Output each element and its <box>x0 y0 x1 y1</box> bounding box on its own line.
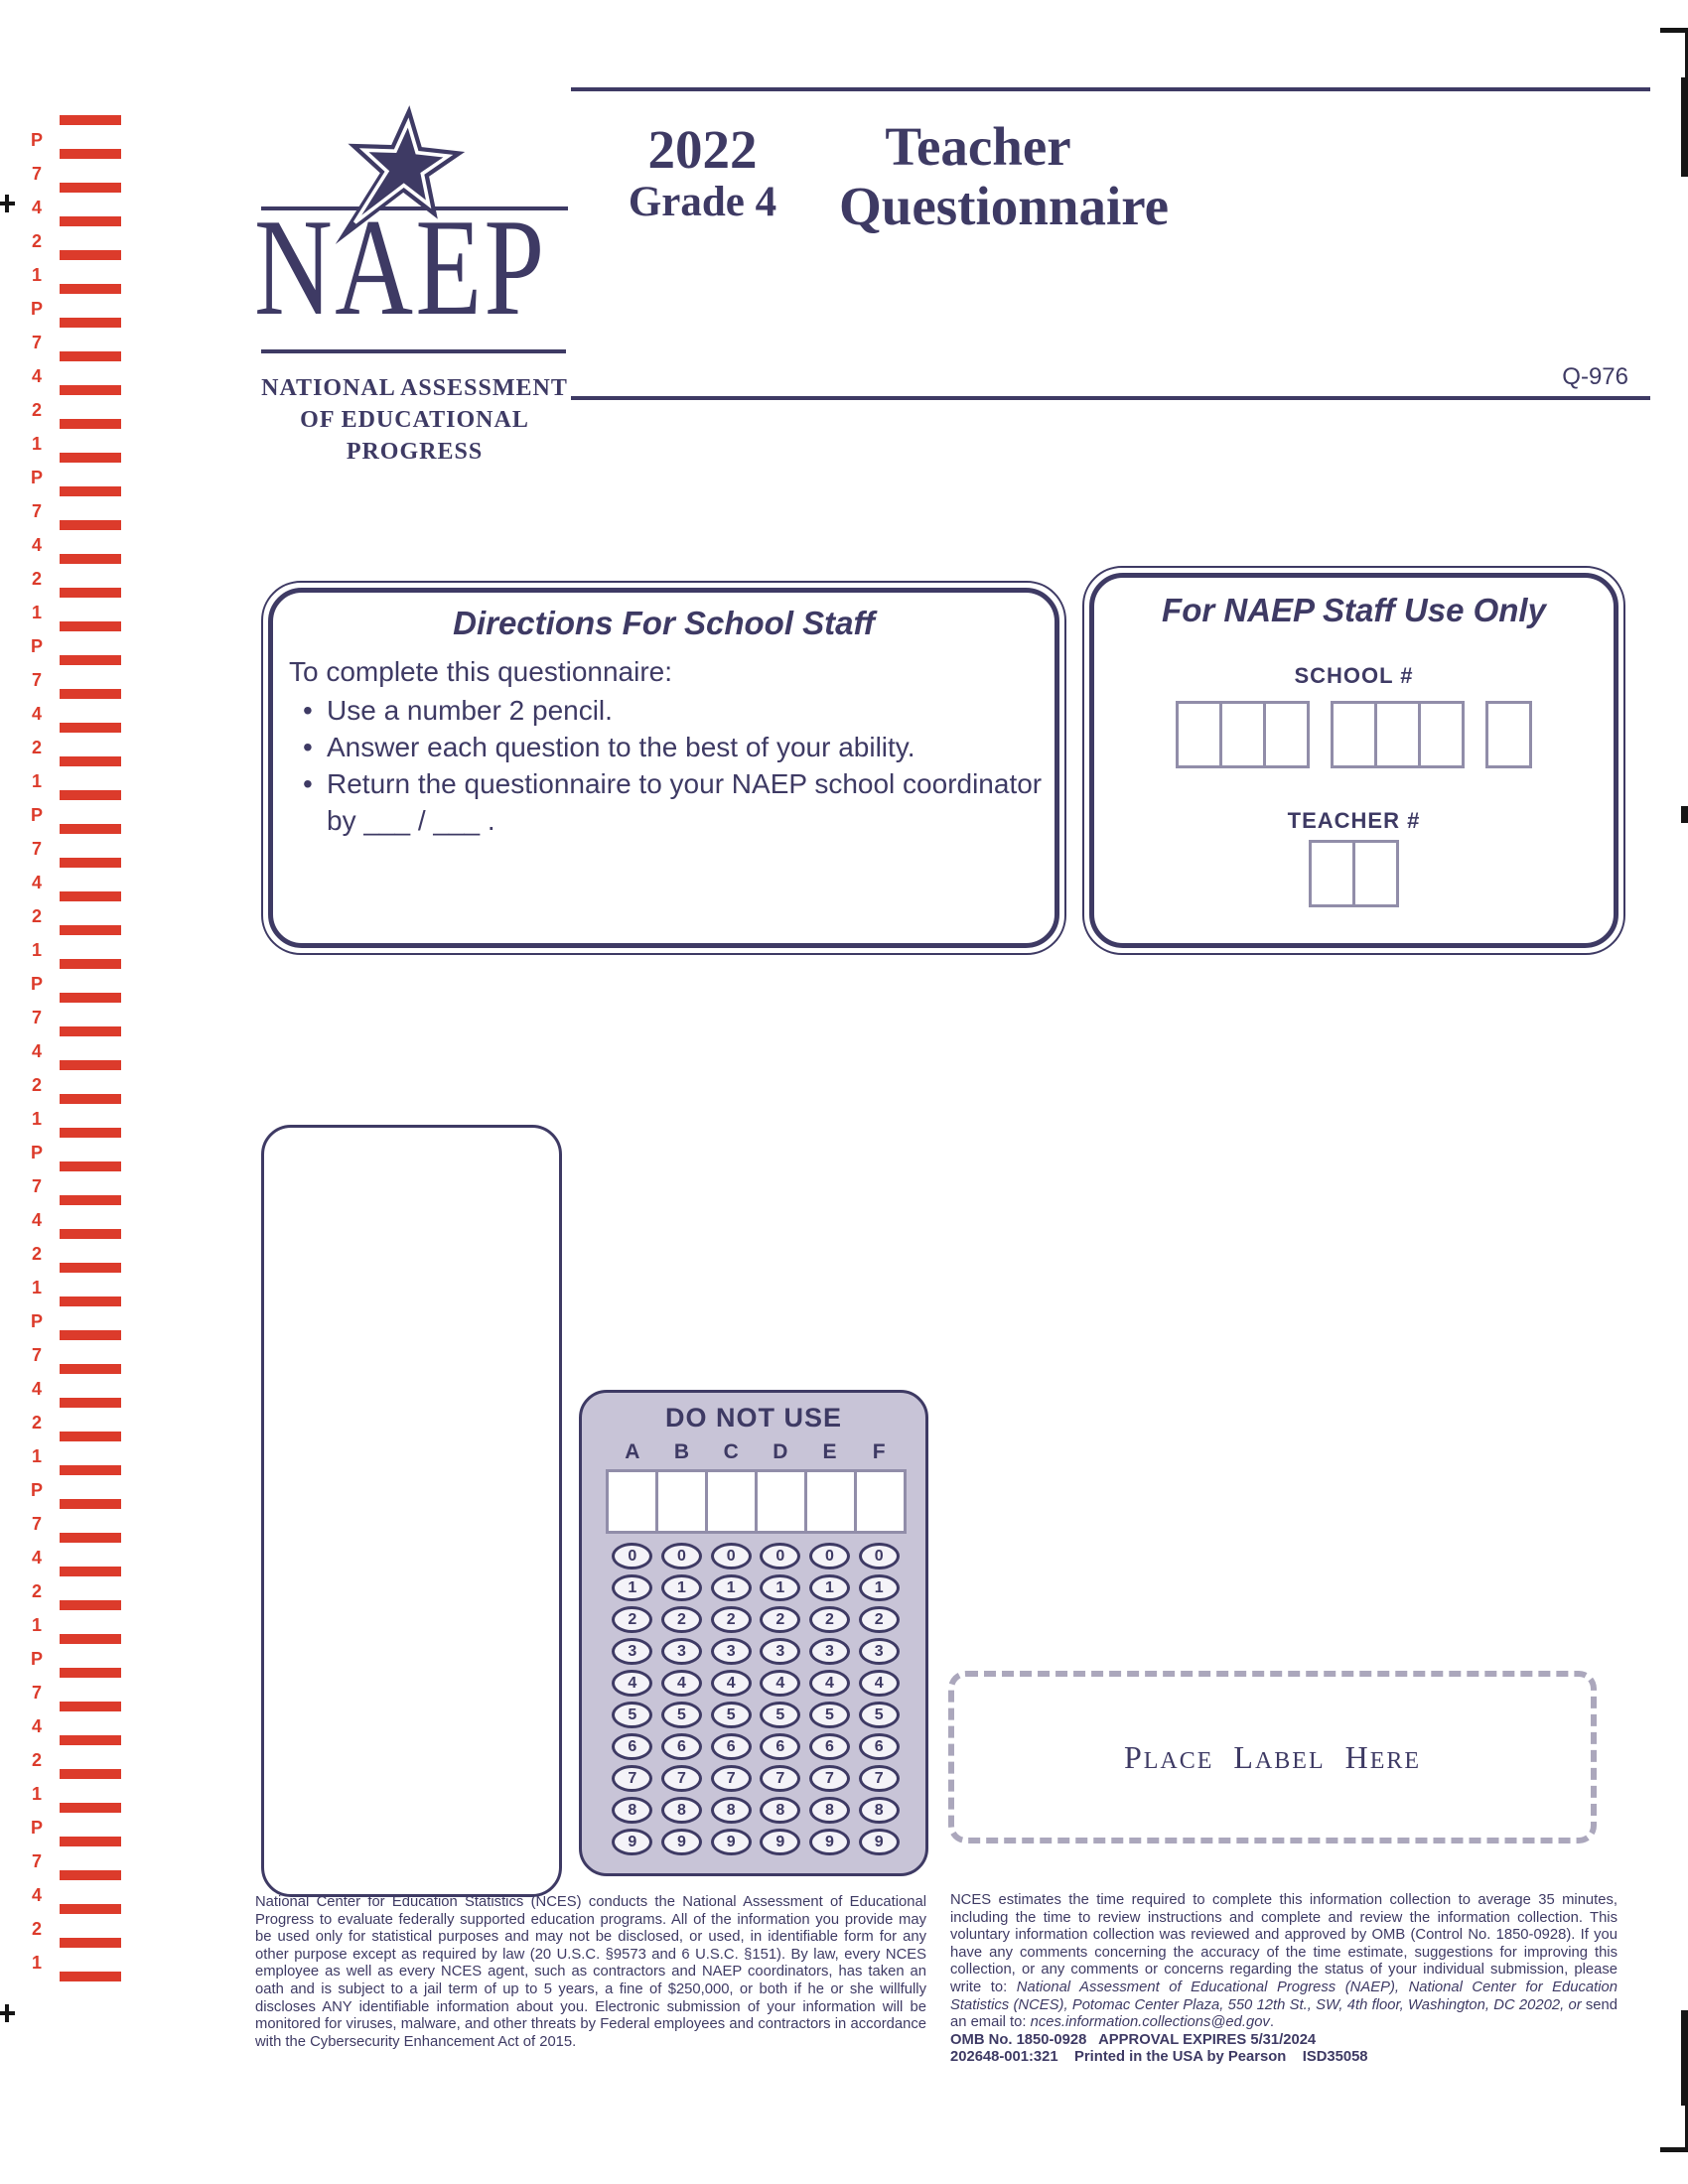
timing-letter: 7 <box>31 670 42 690</box>
digit-bubble[interactable]: 3 <box>760 1638 800 1665</box>
confidentiality-notice: National Center for Education Statistics (NCES) conducts the National Assessment of Educational Progress to evaluate federally supported education programs. All of the information you provide may be used only for statistical purposes and may not be disclosed, or used, in identifiable form for any other purpose except as required by law (20 U.S.C. §9573 and 6 U.S.C. §151). By law, every NCES employee as well as every NCES agent, such as contractors and NAEP coordinators, has taken an oath and is subject to a jail term of up to 5 years, a fine of $250,000, or both if he or she willfully discloses ANY identifiable information about you. Electronic submission of your information will be monitored for viruses, malware, and other threats by Federal employees and contractors in accordance with the Cybersecurity Enhancement Act of 2015. <box>255 1894 926 2050</box>
timing-dash <box>60 790 121 800</box>
digit-bubble[interactable]: 6 <box>760 1733 800 1760</box>
naep-star-icon <box>321 92 490 261</box>
timing-letter: 7 <box>31 1851 42 1871</box>
timing-letter: 7 <box>31 164 42 184</box>
digit-bubble[interactable]: 5 <box>859 1702 900 1728</box>
write-in-cell[interactable] <box>1176 701 1222 768</box>
timing-dash <box>60 1567 121 1576</box>
digit-bubble[interactable]: 7 <box>661 1765 702 1792</box>
digit-bubble[interactable]: 1 <box>661 1574 702 1601</box>
timing-dash <box>60 1735 121 1745</box>
timing-dash <box>60 1364 121 1374</box>
timing-dash <box>60 1330 121 1340</box>
crop-mark-left-bottom <box>5 2004 9 2022</box>
timing-letter: 7 <box>31 1514 42 1534</box>
timing-letter: 1 <box>31 265 42 285</box>
timing-letter: 7 <box>31 501 42 521</box>
timing-letter: 2 <box>31 400 42 420</box>
digit-bubble[interactable]: 0 <box>859 1543 900 1570</box>
registration-bar-bottom-right <box>1681 2010 1688 2106</box>
timing-letter: 7 <box>31 1345 42 1365</box>
timing-dash <box>60 723 121 733</box>
blank-response-box[interactable] <box>261 1125 562 1897</box>
digit-bubble[interactable]: 8 <box>809 1797 850 1824</box>
timing-letter: 7 <box>31 1008 42 1027</box>
place-label-word: HERE <box>1344 1738 1422 1775</box>
timing-dash <box>60 351 121 361</box>
timing-dash <box>60 1432 121 1441</box>
timing-dash <box>60 1398 121 1408</box>
timing-letter: P <box>30 1311 43 1331</box>
crop-mark-top-right <box>1660 28 1688 33</box>
place-label-word: LABEL <box>1233 1738 1326 1775</box>
timing-dash <box>60 993 121 1003</box>
header-main-title <box>839 116 1170 236</box>
column-letter: E <box>822 1440 837 1463</box>
timing-letter: 2 <box>31 906 42 926</box>
timing-dash <box>60 1094 121 1104</box>
timing-letter: P <box>30 1143 43 1162</box>
directions-box <box>261 581 1066 955</box>
digit-bubble[interactable]: 3 <box>859 1638 900 1665</box>
column-letter: B <box>673 1440 690 1463</box>
digit-bubble[interactable]: 2 <box>809 1606 850 1633</box>
logo-org-line: NATIONAL ASSESSMENT <box>261 375 568 401</box>
timing-dash <box>60 318 121 328</box>
digit-bubble[interactable]: 3 <box>711 1638 752 1665</box>
timing-dash <box>60 588 121 598</box>
questionnaire-title-line2: Questionnaire <box>839 176 1170 236</box>
timing-dash <box>60 1465 121 1475</box>
print-info-line: 202648-001:321 Printed in the USA by Pearson ISD35058 <box>950 2049 1368 2066</box>
burden-text: send an email to: <box>950 1996 1618 2031</box>
directions-title: Directions For School Staff <box>453 605 875 641</box>
write-in-cell[interactable] <box>804 1469 857 1534</box>
timing-dash <box>60 1870 121 1880</box>
timing-dash <box>60 216 121 226</box>
omb-approval-line: OMB No. 1850-0928 APPROVAL EXPIRES 5/31/2024 <box>950 2031 1317 2048</box>
school-number-label: SCHOOL # <box>1294 663 1414 688</box>
timing-letter: P <box>30 805 43 825</box>
directions-bullet: • Answer each question to the best of your ability. <box>303 729 1045 765</box>
write-in-cell[interactable] <box>1352 840 1399 907</box>
timing-dash <box>60 1634 121 1644</box>
digit-bubble[interactable]: 4 <box>760 1670 800 1697</box>
timing-letter: 4 <box>31 1548 42 1568</box>
place-label-box[interactable] <box>948 1671 1597 1843</box>
contact-email: nces.information.collections@ed.gov <box>1030 2014 1270 2031</box>
timing-letter: 1 <box>31 1615 42 1635</box>
timing-dash <box>60 858 121 868</box>
timing-dash <box>60 1769 121 1779</box>
timing-letter: 7 <box>31 839 42 859</box>
write-in-cell[interactable] <box>1331 701 1377 768</box>
timing-letter: 1 <box>31 434 42 454</box>
timing-dash <box>60 554 121 564</box>
questionnaire-title-line1: Teacher <box>885 116 1071 177</box>
timing-letter: 4 <box>31 535 42 555</box>
staff-use-box-inner <box>1089 573 1618 948</box>
digit-bubble[interactable]: 0 <box>661 1543 702 1570</box>
timing-letter: P <box>30 1818 43 1838</box>
write-in-cells-row <box>606 1469 907 1534</box>
digit-bubble[interactable]: 0 <box>612 1543 652 1570</box>
digit-bubble[interactable]: 8 <box>661 1797 702 1824</box>
digit-bubble[interactable]: 9 <box>760 1829 800 1855</box>
naep-address: National Assessment of Educational Progress (NAEP), National Center for Education Statistics (NCES), Potomac Center Plaza, 550 12th St., SW, 4th floor, Washington, DC 20202, or <box>950 1979 1618 2013</box>
grade-title: Grade 4 <box>628 179 777 225</box>
digit-bubble[interactable]: 6 <box>711 1733 752 1760</box>
column-letter: D <box>773 1440 788 1463</box>
digit-bubble[interactable]: 2 <box>612 1606 652 1633</box>
timing-dash <box>60 149 121 159</box>
timing-letter: 1 <box>31 1953 42 1973</box>
write-in-cell[interactable] <box>1263 701 1310 768</box>
timing-letter: 4 <box>31 704 42 724</box>
timing-letter: 2 <box>31 1919 42 1939</box>
digit-bubble[interactable]: 2 <box>711 1606 752 1633</box>
timing-letter: 7 <box>31 1683 42 1703</box>
digit-bubble[interactable]: 4 <box>612 1670 652 1697</box>
registration-bar-mid-right <box>1681 806 1688 823</box>
form-code: Q-976 <box>1562 363 1628 390</box>
digit-bubble[interactable]: 6 <box>809 1733 850 1760</box>
digit-bubble[interactable]: 7 <box>711 1765 752 1792</box>
digit-bubble-grid <box>608 1543 904 1855</box>
timing-letter: 2 <box>31 231 42 251</box>
digit-bubble[interactable]: 5 <box>661 1702 702 1728</box>
timing-letter: 2 <box>31 1750 42 1770</box>
timing-dash <box>60 1668 121 1678</box>
digit-bubble[interactable]: 3 <box>612 1638 652 1665</box>
place-label-word: PLACE <box>1123 1738 1214 1775</box>
directions-intro: To complete this questionnaire: <box>289 656 672 687</box>
digit-bubble[interactable]: 0 <box>809 1543 850 1570</box>
write-in-cell[interactable] <box>1219 701 1266 768</box>
year-title: 2022 <box>647 119 758 180</box>
do-not-use-panel <box>579 1390 928 1876</box>
timing-dash <box>60 183 121 193</box>
digit-bubble[interactable]: 5 <box>760 1702 800 1728</box>
timing-dash <box>60 1060 121 1070</box>
digit-bubble[interactable]: 0 <box>711 1543 752 1570</box>
timing-dash <box>60 1600 121 1610</box>
timing-letter: 2 <box>31 569 42 589</box>
digit-bubble[interactable]: 5 <box>612 1702 652 1728</box>
teacher-number-label: TEACHER # <box>1287 808 1421 833</box>
timing-dash <box>60 1533 121 1543</box>
digit-bubble[interactable]: 9 <box>661 1829 702 1855</box>
timing-letter: 7 <box>31 1176 42 1196</box>
omb-burden-notice <box>950 1892 1618 2067</box>
digit-bubble[interactable]: 4 <box>859 1670 900 1697</box>
digit-bubble[interactable]: 7 <box>859 1765 900 1792</box>
timing-dash <box>60 1702 121 1711</box>
timing-dash <box>60 824 121 834</box>
digit-bubble[interactable]: 9 <box>859 1829 900 1855</box>
digit-bubble[interactable]: 9 <box>809 1829 850 1855</box>
timing-dash <box>60 284 121 294</box>
school-number-cells <box>1094 701 1614 768</box>
column-letter: F <box>872 1440 886 1463</box>
digit-bubble[interactable]: 6 <box>661 1733 702 1760</box>
write-in-cell[interactable] <box>1485 701 1532 768</box>
digit-bubble[interactable]: 2 <box>661 1606 702 1633</box>
timing-dash <box>60 621 121 631</box>
column-letter: C <box>723 1440 739 1463</box>
timing-letter: 1 <box>31 1278 42 1297</box>
digit-bubble[interactable]: 6 <box>859 1733 900 1760</box>
timing-dash <box>60 520 121 530</box>
column-letter: A <box>625 1440 640 1463</box>
timing-dash <box>60 1161 121 1171</box>
directions-bullet: • Return the questionnaire to your NAEP school coordinator by ___ / ___ . <box>303 765 1045 839</box>
place-label-text <box>1117 1739 1428 1776</box>
write-in-cell[interactable] <box>705 1469 758 1534</box>
digit-bubble[interactable]: 3 <box>809 1638 850 1665</box>
timing-dash <box>60 655 121 665</box>
teacher-number-cells <box>1094 840 1614 907</box>
timing-dash <box>60 250 121 260</box>
do-not-use-title: DO NOT USE <box>664 1403 842 1433</box>
timing-dash <box>60 756 121 766</box>
staff-use-box <box>1082 566 1625 955</box>
digit-bubble[interactable]: 1 <box>809 1574 850 1601</box>
timing-letter: 4 <box>31 1210 42 1230</box>
directions-list <box>273 692 1055 839</box>
digit-bubble[interactable]: 4 <box>661 1670 702 1697</box>
timing-dash <box>60 486 121 496</box>
digit-bubble[interactable]: 2 <box>760 1606 800 1633</box>
timing-dash <box>60 1938 121 1948</box>
directions-box-inner <box>268 588 1059 948</box>
timing-dash <box>60 959 121 969</box>
staff-use-title: For NAEP Staff Use Only <box>1162 592 1546 628</box>
timing-letter: P <box>30 636 43 656</box>
timing-letter: 2 <box>31 738 42 757</box>
naep-logo-acronym: NAEP <box>254 191 547 344</box>
timing-letter: P <box>30 468 43 487</box>
timing-letter: 4 <box>31 873 42 892</box>
digit-bubble[interactable]: 9 <box>612 1829 652 1855</box>
digit-bubble[interactable]: 4 <box>809 1670 850 1697</box>
timing-dash <box>60 689 121 699</box>
burden-text: . <box>1269 2014 1274 2031</box>
timing-letter: 2 <box>31 1244 42 1264</box>
digit-bubble[interactable]: 8 <box>859 1797 900 1824</box>
cell-group <box>1309 840 1399 907</box>
header-year-grade <box>566 121 839 226</box>
timing-letter: 4 <box>31 198 42 217</box>
digit-bubble[interactable]: 1 <box>711 1574 752 1601</box>
timing-letter: P <box>30 130 43 150</box>
write-in-cell[interactable] <box>1309 840 1355 907</box>
timing-dash <box>60 1803 121 1813</box>
timing-dash <box>60 925 121 935</box>
digit-bubble[interactable]: 7 <box>760 1765 800 1792</box>
timing-letter: 1 <box>31 1446 42 1466</box>
write-in-cell[interactable] <box>1418 701 1465 768</box>
column-letters-row <box>608 1440 904 1464</box>
timing-letter: 4 <box>31 1041 42 1061</box>
timing-dash <box>60 891 121 901</box>
timing-dash <box>60 1972 121 1981</box>
timing-letter: 1 <box>31 771 42 791</box>
header-rule-top <box>571 87 1650 91</box>
logo-rule-bottom <box>261 349 566 353</box>
digit-bubble[interactable]: 0 <box>760 1543 800 1570</box>
timing-dash <box>60 1297 121 1306</box>
directions-bullet: • Use a number 2 pencil. <box>303 692 1045 729</box>
timing-dash <box>60 453 121 463</box>
timing-letter: P <box>30 1480 43 1500</box>
header-rule-bottom <box>571 396 1650 400</box>
digit-bubble[interactable]: 1 <box>859 1574 900 1601</box>
digit-bubble[interactable]: 5 <box>809 1702 850 1728</box>
timing-letter: 1 <box>31 603 42 622</box>
cell-group <box>1176 701 1310 768</box>
timing-letter: 1 <box>31 940 42 960</box>
crop-mark-left-top <box>5 195 9 212</box>
digit-bubble[interactable]: 1 <box>760 1574 800 1601</box>
digit-bubble[interactable]: 7 <box>612 1765 652 1792</box>
timing-dash <box>60 1837 121 1846</box>
timing-letter: P <box>30 1649 43 1669</box>
digit-bubble[interactable]: 1 <box>612 1574 652 1601</box>
timing-letter: 4 <box>31 1379 42 1399</box>
cell-group <box>1331 701 1465 768</box>
timing-letter: 7 <box>31 333 42 352</box>
timing-dash <box>60 1904 121 1914</box>
digit-bubble[interactable]: 7 <box>809 1765 850 1792</box>
write-in-cell[interactable] <box>755 1469 807 1534</box>
cell-group <box>1485 701 1532 768</box>
timing-dash <box>60 1499 121 1509</box>
timing-letter: P <box>30 974 43 994</box>
timing-dash <box>60 1026 121 1036</box>
timing-letter: 2 <box>31 1075 42 1095</box>
timing-letter: 2 <box>31 1413 42 1433</box>
logo-org-line: OF EDUCATIONAL <box>300 407 529 433</box>
timing-dash <box>60 1195 121 1205</box>
timing-dash <box>60 115 121 125</box>
digit-bubble[interactable]: 4 <box>711 1670 752 1697</box>
timing-dash <box>60 385 121 395</box>
timing-dash <box>60 419 121 429</box>
digit-bubble[interactable]: 3 <box>661 1638 702 1665</box>
timing-letter: 1 <box>31 1109 42 1129</box>
digit-bubble[interactable]: 2 <box>859 1606 900 1633</box>
timing-dash <box>60 1263 121 1273</box>
write-in-cell[interactable] <box>606 1469 658 1534</box>
write-in-cell[interactable] <box>854 1469 907 1534</box>
timing-letter: 1 <box>31 1784 42 1804</box>
digit-bubble[interactable]: 6 <box>612 1733 652 1760</box>
digit-bubble[interactable]: 5 <box>711 1702 752 1728</box>
burden-text: NCES estimates the time required to complete this information collection to average 35 minutes, including the time to review instructions and complete and review the information collection. This voluntary information collection was reviewed and approved by OMB (Control No. 1850-0928). If you have any comments concerning the accuracy of the time estimate, suggestions for improving this collection, or any comments or concerns regarding the status of your individual submission, please write to: <box>950 1892 1618 1995</box>
timing-marks-column <box>0 0 129 2184</box>
timing-letter: 4 <box>31 1716 42 1736</box>
timing-letter: P <box>30 299 43 319</box>
digit-bubble[interactable]: 8 <box>760 1797 800 1824</box>
write-in-cell[interactable] <box>655 1469 708 1534</box>
logo-org-line: PROGRESS <box>346 439 484 465</box>
digit-bubble[interactable]: 8 <box>711 1797 752 1824</box>
timing-dash <box>60 1128 121 1138</box>
timing-letter: 4 <box>31 1885 42 1905</box>
digit-bubble[interactable]: 8 <box>612 1797 652 1824</box>
registration-bar-top-right <box>1681 77 1688 177</box>
timing-dash <box>60 1229 121 1239</box>
crop-mark-bottom-right <box>1660 2147 1688 2152</box>
digit-bubble[interactable]: 9 <box>711 1829 752 1855</box>
write-in-cell[interactable] <box>1374 701 1421 768</box>
timing-letter: 4 <box>31 366 42 386</box>
timing-letter: 2 <box>31 1581 42 1601</box>
